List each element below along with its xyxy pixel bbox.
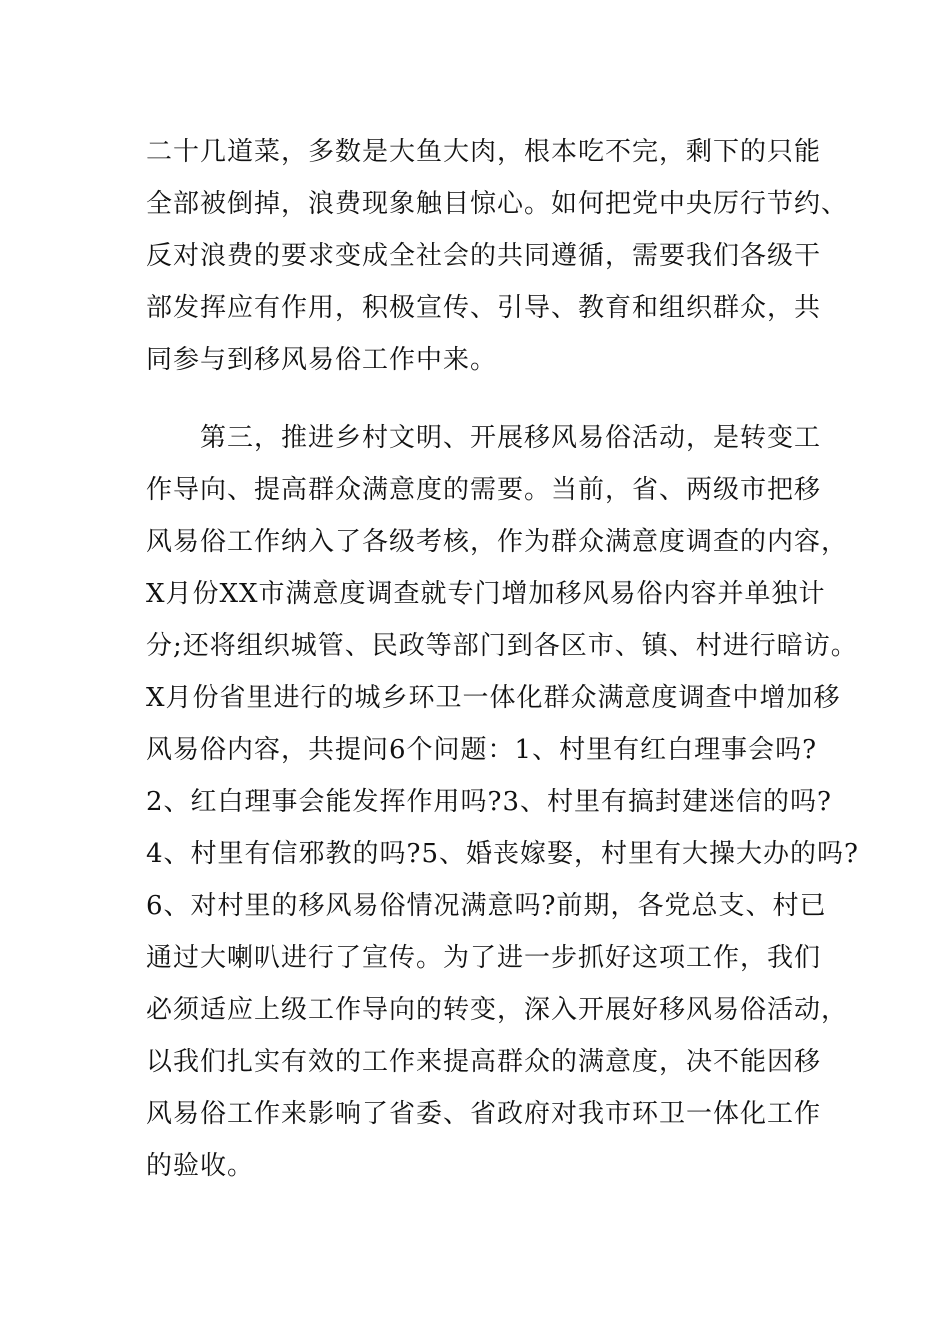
text-line: X月份省里进行的城乡环卫一体化群众满意度调查中增加移: [146, 683, 841, 713]
text-line: 2、红白理事会能发挥作用吗?3、村里有搞封建迷信的吗?: [146, 787, 832, 817]
text-line: 以我们扎实有效的工作来提高群众的满意度，决不能因移: [146, 1047, 822, 1077]
text-line: 6、对村里的移风易俗情况满意吗?前期，各党总支、村已: [146, 891, 827, 921]
text-line: 二十几道菜，多数是大鱼大肉，根本吃不完，剩下的只能: [146, 137, 822, 167]
text-line: 必须适应上级工作导向的转变，深入开展好移风易俗活动，: [146, 995, 849, 1025]
text-line: 4、村里有信邪教的吗?5、婚丧嫁娶，村里有大操大办的吗?: [146, 839, 859, 869]
text-line: 的验收。: [146, 1151, 255, 1181]
paragraph-spacer: [146, 386, 826, 412]
body-text: [146, 126, 859, 1192]
text-line: 风易俗工作来影响了省委、省政府对我市环卫一体化工作: [146, 1099, 822, 1129]
text-line: 作导向、提高群众满意度的需要。当前，省、两级市把移: [146, 475, 822, 505]
text-line: 反对浪费的要求变成全社会的共同遵循，需要我们各级干: [146, 241, 822, 271]
text-line: 全部被倒掉，浪费现象触目惊心。如何把党中央厉行节约、: [146, 189, 849, 219]
text-line: 同参与到移风易俗工作中来。: [146, 345, 498, 375]
text-line: 风易俗内容，共提问6个问题：1、村里有红白理事会吗?: [146, 735, 818, 765]
paragraph-1: [146, 126, 849, 386]
text-line: X月份XX市满意度调查就专门增加移风易俗内容并单独计: [146, 579, 826, 609]
text-line: 风易俗工作纳入了各级考核，作为群众满意度调查的内容，: [146, 527, 849, 557]
text-line: 部发挥应有作用，积极宣传、引导、教育和组织群众，共: [146, 293, 822, 323]
text-line: 通过大喇叭进行了宣传。为了进一步抓好这项工作，我们: [146, 943, 822, 973]
text-line: 分;还将组织城管、民政等部门到各区市、镇、村进行暗访。: [146, 631, 858, 661]
paragraph-2: [146, 412, 859, 1192]
text-line: 第三，推进乡村文明、开展移风易俗活动，是转变工: [200, 423, 822, 453]
